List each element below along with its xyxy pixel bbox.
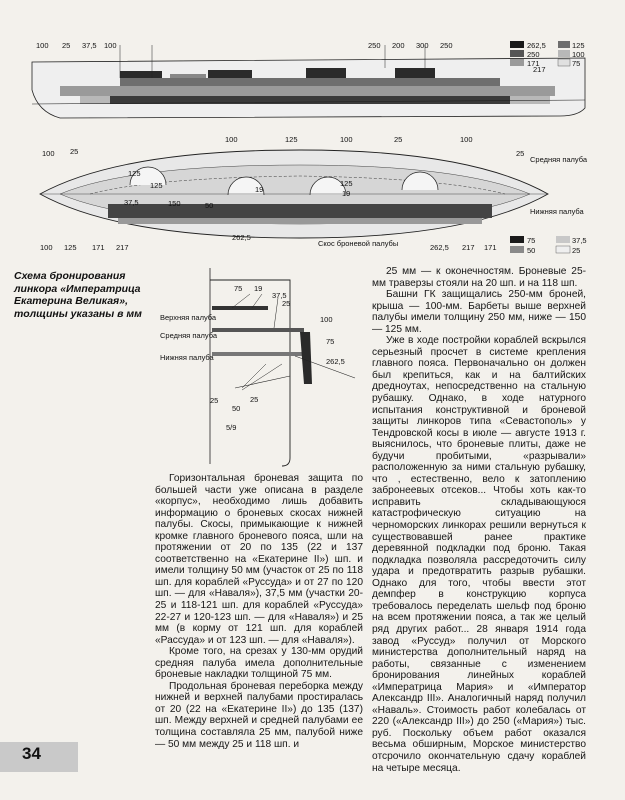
plan-lower-deck: Нижняя палуба — [530, 207, 584, 216]
plan-bottom-2: 125 — [64, 243, 77, 252]
plan-mid-4: 19 — [342, 189, 351, 198]
legend-bottom-2: 50 — [527, 246, 536, 255]
plan-top-7: 100 — [460, 135, 473, 144]
plan-bottom-5: 262,5 — [232, 233, 251, 242]
section-num-11: 5/9 — [226, 423, 237, 432]
section-num-7: 262,5 — [326, 357, 345, 366]
deck-label-lower: Нижняя палуба — [160, 353, 214, 362]
armor-section-figure — [150, 268, 365, 468]
legend-top-5: 125 — [572, 41, 585, 50]
text-column-right — [372, 266, 586, 774]
plan-bottom-3: 171 — [92, 243, 105, 252]
profile-label-1: 100 — [36, 41, 49, 50]
plan-mid-7: 50 — [205, 201, 214, 210]
plan-mid-6: 150 — [168, 199, 181, 208]
page-number: 34 — [22, 744, 41, 763]
plan-mid-5: 125 — [128, 169, 141, 178]
side-profile — [32, 45, 585, 118]
plan-top-5: 100 — [340, 135, 353, 144]
legend-bottom-3: 37,5 — [572, 236, 587, 245]
section-num-5: 100 — [320, 315, 333, 324]
section-num-3: 37,5 — [272, 291, 287, 300]
paragraph: 25 мм — к оконечностям. Броневые 25-мм траверзы стояли на 20 шп. и на 118 шп. — [372, 266, 586, 289]
section-num-10: 25 — [250, 395, 259, 404]
legend-top-3: 171 — [527, 59, 540, 68]
plan-bottom-7: 217 — [462, 243, 475, 252]
figure-caption: Схема бронирования линкора «Императрица Екатерина Великая», толщины указаны в мм — [14, 270, 142, 320]
profile-label-4: 100 — [104, 41, 117, 50]
profile-label-2: 25 — [62, 41, 71, 50]
armor-scheme-figure — [0, 0, 625, 262]
legend-top-2: 250 — [527, 50, 540, 59]
legend-top-1: 262,5 — [527, 41, 546, 50]
paragraph: Продольная броневая переборка между нижней и верхней палубами простиралась от 20 (22 на «Екатерине II») до 135 (137) шп. Между верхней и средней палубами ее толщина составляла 25 мм, палубой ниже — 50 мм между 25 и 118 шп. и — [155, 680, 363, 750]
plan-bottom-4: 217 — [116, 243, 129, 252]
plan-top-3: 100 — [225, 135, 238, 144]
section-num-4: 25 — [282, 299, 291, 308]
paragraph: Башни ГК защищались 250-мм броней, крыша — 100-мм. Барбеты выше верхней палубы имели толщину 250 мм, ниже — 150 — 125 мм. — [372, 289, 586, 335]
legend-bottom-1: 75 — [527, 236, 536, 245]
bottom-legend — [510, 236, 587, 255]
deck-label-upper: Верхняя палуба — [160, 313, 217, 322]
plan-top-1: 100 — [42, 149, 55, 158]
plan-top-6: 25 — [394, 135, 403, 144]
legend-top-4: 217 — [533, 65, 546, 74]
plan-bottom-6: 262,5 — [430, 243, 449, 252]
plan-bottom-1: 100 — [40, 243, 53, 252]
profile-label-7: 300 — [416, 41, 429, 50]
section-num-9: 50 — [232, 404, 241, 413]
paragraph: Горизонтальная броневая защита по большей части уже описана в разделе «корпус», необходимо лишь добавить информацию о броневых скосах нижней палубы. Скосы, примыкающие к нижней кромке главного броневого пояса, шли на протяжении от 20 по 135 (22 и 137 соответственно на «Екатерине II») шп. и имели толщину 50 мм (участок от 25 по 118 шп. для кораблей «Руссуда» и от 27 по 120 шп. — для «Наваля»), 37,5 мм (участки 20-25 и 118-121 шп. для кораблей «Руссуда» 22-27 и 120-123 шп. — для «Наваля») и 25 мм (в корму от 121 шп. для кораблей «Рассуда» и от 123 шп. — для «Наваля»). — [155, 473, 363, 646]
section-num-6: 75 — [326, 337, 335, 346]
plan-top-4: 125 — [285, 135, 298, 144]
deck-plan — [40, 150, 548, 238]
plan-top-2: 25 — [70, 147, 79, 156]
plan-mid-3: 125 — [340, 179, 353, 188]
deck-label-middle: Средняя палуба — [160, 331, 218, 340]
paragraph: Кроме того, на срезах у 130-мм орудий средняя палуба имела дополнительные броневые накладки толщиной 75 мм. — [155, 646, 363, 681]
plan-bevel: Скос броневой палубы — [318, 239, 399, 248]
plan-bottom-8: 171 — [484, 243, 497, 252]
profile-label-5: 250 — [368, 41, 381, 50]
plan-top-8: 25 — [516, 149, 525, 158]
plan-mid-1: 125 — [150, 181, 163, 190]
legend-top-6: 100 — [572, 50, 585, 59]
legend-top-7: 75 — [572, 59, 581, 68]
paragraph: Уже в ходе постройки кораблей вскрылся серьезный просчет в системе крепления главного пояса. Первоначально он должен был крепиться, как и на балтийских дредноутах, непосредственно на стальную рубашку. Однако, в ходе натурного испытания конструктивной и броневой защиты линкоров типа «Севастополь» у Тендровской косы в июле — августе 1913 г. выяснилось, что броневые плиты, даже не будучи пробитыми, «разрывали» расположенную за ними стальную рубашку, что , естественно, вело к затоплению забронеевых отсеков... Чтобы хоть как-то исправить складывающуюся катастрофическую ситуацию на черноморских линкорах решили вернуться к существовавшей ранее практике деревянной подкладки под броню. Такая подкладка позволяла рассредоточить силу удара и предотвратить разрыв рубашки. Однако для того, чтобы ввести этот демпфер в конструкцию корпуса требовалось переделать шельф под броню на всем протяжении пояса, а так же целый ряд других работ... 28 января 1914 года завод «Руссуд» получил от Морского министерства дополнительный наряд на работы, связанные с изменением бронирования линейных кораблей «Императрица Мария» и «Император Александр III». Аналогичный наряд получил «Наваль». Стоимость работ колебалась от 220 («Александр III») до 250 («Мария») тыс. руб. Поскольку объем работ оказался весьма обширным, Морское министерство отсрочило окончательную сдачу кораблей на четыре месяца. — [372, 335, 586, 774]
section-num-8: 25 — [210, 396, 219, 405]
section-num-2: 19 — [254, 284, 263, 293]
profile-label-8: 250 — [440, 41, 453, 50]
plan-mid-8: 37,5 — [124, 198, 139, 207]
profile-label-3: 37,5 — [82, 41, 97, 50]
legend-bottom-4: 25 — [572, 246, 581, 255]
profile-label-6: 200 — [392, 41, 405, 50]
plan-mid-deck: Средняя палуба — [530, 155, 588, 164]
section-num-1: 75 — [234, 284, 243, 293]
plan-mid-2: 19 — [255, 185, 264, 194]
text-column-left — [155, 473, 363, 750]
